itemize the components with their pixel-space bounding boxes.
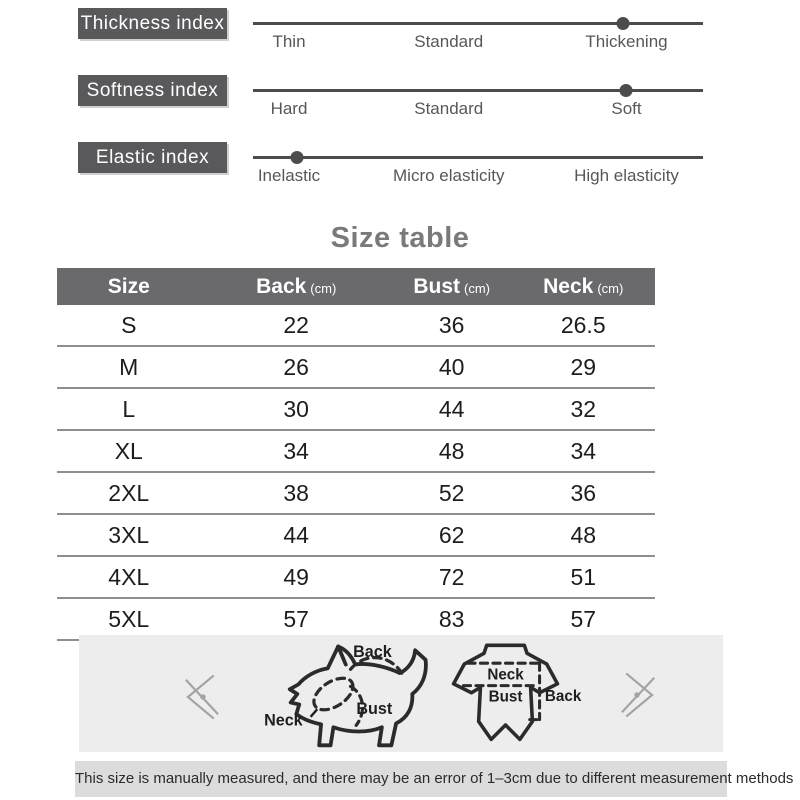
previous-arrow-icon[interactable] (179, 669, 227, 725)
thickness-index-slider (253, 8, 703, 68)
tick-label: Micro elasticity (393, 166, 505, 185)
column-label: Neck (543, 274, 594, 298)
tick-label: Inelastic (257, 166, 321, 185)
column-header-neck (511, 268, 655, 305)
value-cell: 32 (511, 388, 655, 430)
slider-line (253, 22, 703, 25)
next-arrow-icon[interactable] (613, 667, 661, 723)
value-cell: 36 (511, 472, 655, 514)
tick-label: Hard (270, 99, 308, 118)
dog-neck-label: Neck (264, 711, 303, 730)
column-label: Size (107, 274, 150, 298)
size-table-body (57, 305, 655, 640)
garment-neck-label: Neck (487, 666, 524, 684)
value-cell: 26.5 (511, 305, 655, 346)
value-cell: 52 (392, 472, 512, 514)
size-cell: S (57, 305, 201, 346)
value-cell: 51 (511, 556, 655, 598)
thickness-index-row (0, 8, 800, 76)
slider-line (253, 156, 703, 159)
value-cell: 48 (511, 514, 655, 556)
value-cell: 57 (511, 598, 655, 640)
thickness-index-label: Thickness index (78, 8, 227, 39)
slider-ticks (253, 99, 703, 123)
elastic-index-row (0, 142, 800, 210)
size-cell: XL (57, 430, 201, 472)
value-cell: 72 (392, 556, 512, 598)
value-cell: 30 (201, 388, 392, 430)
size-cell: L (57, 388, 201, 430)
slider-dot (619, 84, 632, 97)
size-cell: 4XL (57, 556, 201, 598)
table-row (57, 388, 655, 430)
tick-label: Standard (414, 32, 484, 51)
value-cell: 22 (201, 305, 392, 346)
measurement-disclaimer: This size is manually measured, and there may be an error of 1–3cm due to different measurement methods (75, 761, 727, 797)
table-row (57, 346, 655, 388)
column-unit: (cm) (464, 280, 490, 296)
column-header-size (57, 268, 201, 305)
value-cell: 29 (511, 346, 655, 388)
table-row (57, 305, 655, 346)
dog-back-label: Back (353, 642, 392, 661)
softness-index-slider (253, 75, 703, 135)
tick-label: Soft (611, 99, 642, 118)
dog-outline (290, 647, 426, 746)
size-cell: M (57, 346, 201, 388)
size-cell: 3XL (57, 514, 201, 556)
elastic-index-slider (253, 142, 703, 202)
elastic-index-label: Elastic index (78, 142, 227, 173)
value-cell: 38 (201, 472, 392, 514)
slider-dot (291, 151, 304, 164)
column-label: Back (256, 274, 307, 298)
dog-bust-label: Bust (356, 699, 393, 718)
value-cell: 36 (392, 305, 512, 346)
value-cell: 34 (201, 430, 392, 472)
value-cell: 49 (201, 556, 392, 598)
table-row (57, 430, 655, 472)
slider-line (253, 89, 703, 92)
size-cell: 5XL (57, 598, 201, 640)
neck-pointer-line (311, 709, 318, 717)
column-unit: (cm) (310, 280, 337, 296)
slider-ticks (253, 32, 703, 56)
size-table-title: Size table (330, 222, 470, 254)
tick-label: Thickening (585, 32, 668, 51)
softness-index-label: Softness index (78, 75, 227, 106)
softness-index-row (0, 75, 800, 143)
dog-measurement-diagram (251, 637, 451, 751)
value-cell: 57 (201, 598, 392, 640)
size-cell: 2XL (57, 472, 201, 514)
column-header-back (201, 268, 392, 305)
value-cell: 40 (392, 346, 512, 388)
value-cell: 62 (392, 514, 512, 556)
slider-ticks (253, 166, 703, 190)
table-row (57, 472, 655, 514)
tick-label: Thin (272, 32, 306, 51)
tick-label: Standard (414, 99, 484, 118)
value-cell: 44 (392, 388, 512, 430)
column-header-bust (392, 268, 512, 305)
column-label: Bust (413, 274, 460, 298)
header-row (57, 268, 655, 305)
slider-dot (616, 17, 629, 30)
size-table-header (57, 268, 655, 305)
garment-measurement-diagram (427, 639, 593, 751)
table-row (57, 598, 655, 640)
tick-label: High elasticity (574, 166, 679, 185)
measurement-diagram-panel (79, 635, 723, 752)
value-cell: 44 (201, 514, 392, 556)
garment-bust-label: Bust (488, 688, 523, 706)
value-cell: 26 (201, 346, 392, 388)
column-unit: (cm) (597, 280, 624, 296)
value-cell: 48 (392, 430, 512, 472)
value-cell: 83 (392, 598, 512, 640)
garment-back-label: Back (544, 687, 582, 705)
table-row (57, 556, 655, 598)
table-row (57, 514, 655, 556)
value-cell: 34 (511, 430, 655, 472)
size-table (57, 268, 655, 641)
